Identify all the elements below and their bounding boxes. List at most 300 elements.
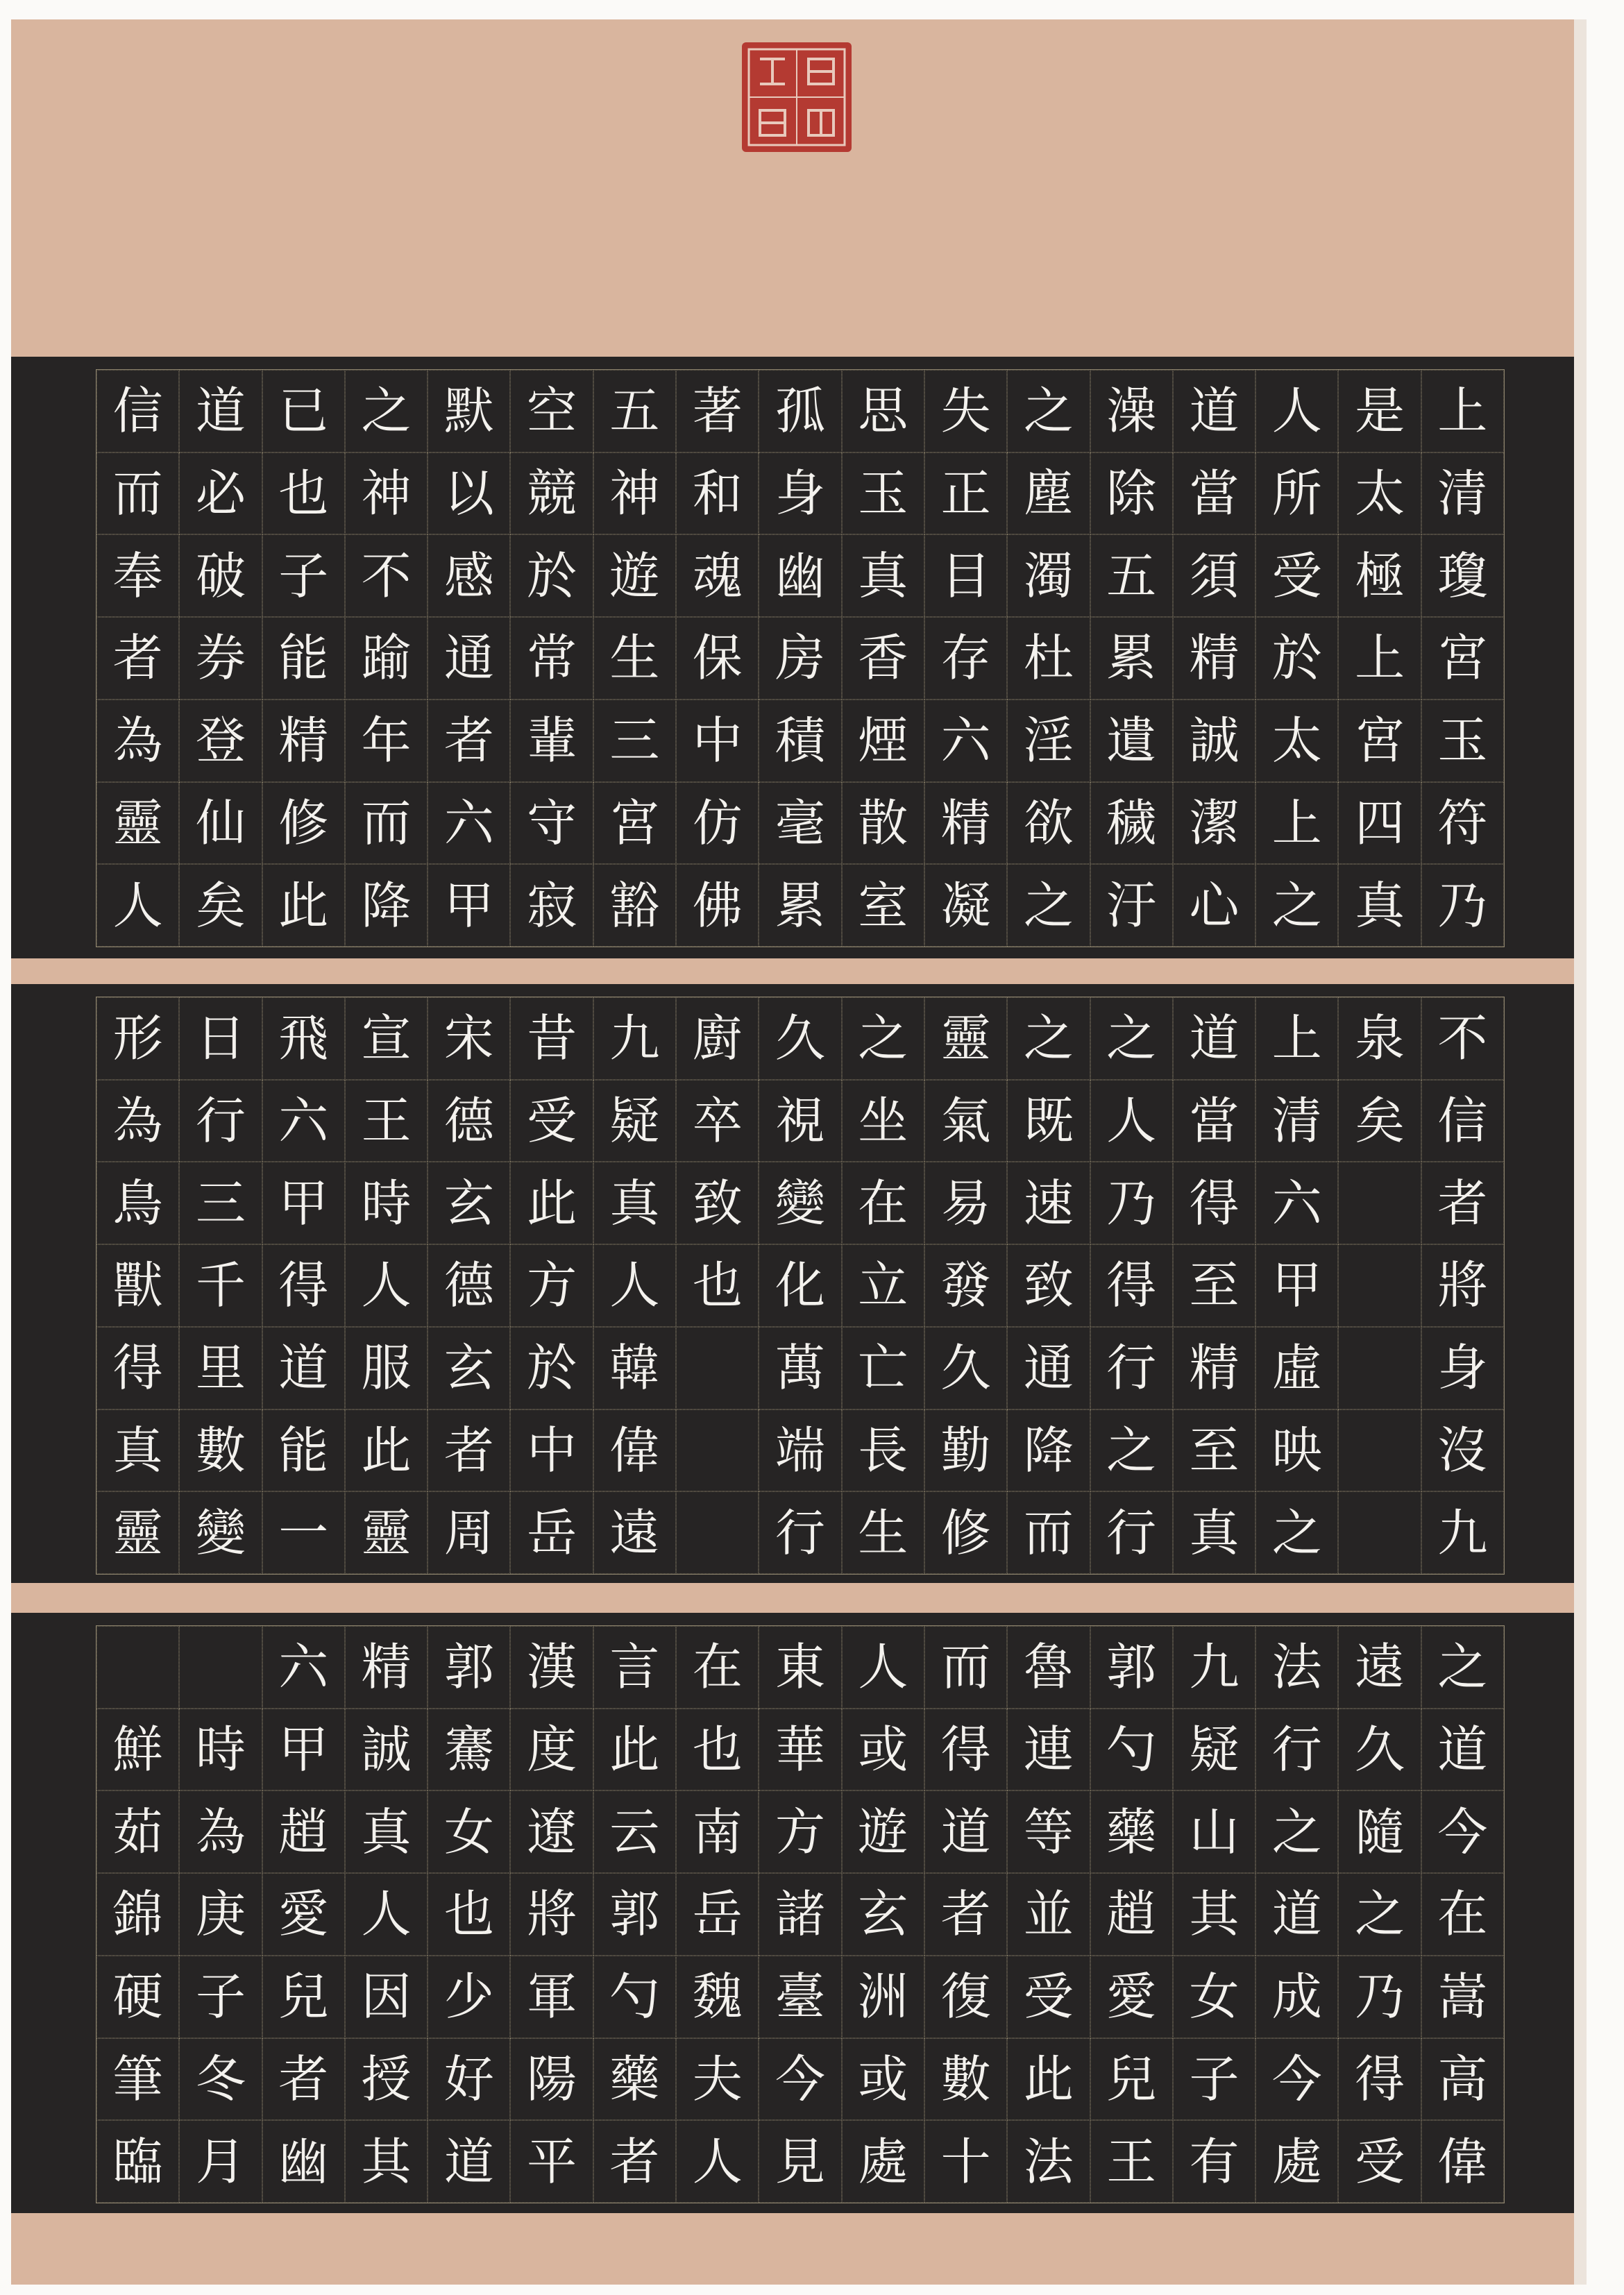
character-cell: 奉 [96,534,179,617]
character-cell: 心 [1173,864,1255,947]
character-cell: 至 [1173,1409,1255,1492]
character-cell: 魂 [676,534,759,617]
character-cell: 矣 [1338,1080,1421,1162]
character-cell: 精 [1173,617,1255,700]
character-cell: 此 [510,1162,593,1244]
character-cell: 和 [676,452,759,535]
character-cell: 佛 [676,864,759,947]
character-cell: 鮮 [96,1709,179,1791]
character-cell [1338,1327,1421,1409]
character-cell: 魯 [1007,1626,1090,1709]
character-cell: 也 [262,452,345,535]
character-cell: 此 [1007,2038,1090,2121]
character-cell: 韓 [593,1327,676,1409]
character-cell: 能 [262,1409,345,1492]
character-cell: 身 [759,452,841,535]
character-cell: 毫 [759,782,841,865]
character-cell: 連 [1007,1709,1090,1791]
character-cell: 得 [1173,1162,1255,1244]
character-cell: 真 [842,534,924,617]
character-cell: 道 [262,1327,345,1409]
character-cell: 變 [759,1162,841,1244]
character-cell: 必 [179,452,262,535]
character-cell: 失 [924,370,1007,452]
character-cell: 不 [345,534,428,617]
character-cell: 趙 [1090,1873,1173,1956]
character-cell: 數 [179,1409,262,1492]
character-cell: 清 [1255,1080,1338,1162]
character-cell: 而 [924,1626,1007,1709]
paper-edge [1574,19,1587,2285]
character-cell: 遺 [1090,700,1173,782]
character-cell: 處 [1255,2120,1338,2203]
character-cell: 思 [842,370,924,452]
character-cell: 著 [676,370,759,452]
character-cell: 月 [179,2120,262,2203]
character-cell: 仿 [676,782,759,865]
character-cell: 太 [1338,452,1421,535]
character-cell: 者 [924,1873,1007,1956]
character-cell: 之 [842,997,924,1080]
character-cell: 為 [96,1080,179,1162]
character-cell: 王 [345,1080,428,1162]
character-cell: 宮 [1421,617,1504,700]
character-cell: 競 [510,452,593,535]
character-cell: 降 [1007,1409,1090,1492]
character-cell: 通 [1007,1327,1090,1409]
character-cell: 房 [759,617,841,700]
character-cell: 之 [1007,997,1090,1080]
character-cell: 長 [842,1409,924,1492]
character-cell: 室 [842,864,924,947]
character-cell: 也 [676,1244,759,1327]
character-cell: 勺 [593,1956,676,2038]
character-cell: 臺 [759,1956,841,2038]
character-cell: 也 [676,1709,759,1791]
character-cell: 郭 [593,1873,676,1956]
character-cell: 里 [179,1327,262,1409]
character-cell: 已 [262,370,345,452]
character-cell: 六 [262,1080,345,1162]
character-cell: 五 [593,370,676,452]
character-cell: 洲 [842,1956,924,2038]
character-cell [676,1409,759,1492]
character-cell: 授 [345,2038,428,2121]
character-cell: 陽 [510,2038,593,2121]
character-cell: 千 [179,1244,262,1327]
character-cell: 四 [1338,782,1421,865]
character-cell: 沒 [1421,1409,1504,1492]
character-cell: 疑 [593,1080,676,1162]
character-cell: 昔 [510,997,593,1080]
character-cell: 信 [96,370,179,452]
character-cell: 乃 [1421,864,1504,947]
character-cell: 凝 [924,864,1007,947]
character-cell: 宮 [1338,700,1421,782]
character-cell: 目 [924,534,1007,617]
character-cell: 靈 [345,1491,428,1574]
character-cell: 萬 [759,1327,841,1409]
character-cell: 德 [428,1080,510,1162]
character-cell: 遼 [510,1790,593,1873]
character-cell: 等 [1007,1790,1090,1873]
character-cell: 受 [1007,1956,1090,2038]
character-cell: 五 [1090,534,1173,617]
character-cell: 幽 [262,2120,345,2203]
character-cell: 精 [924,782,1007,865]
character-cell: 道 [1173,997,1255,1080]
character-cell: 甲 [428,864,510,947]
character-cell: 有 [1173,2120,1255,2203]
character-cell: 鳥 [96,1162,179,1244]
character-cell [179,1626,262,1709]
character-cell: 積 [759,700,841,782]
character-cell: 今 [1255,2038,1338,2121]
character-cell: 愛 [262,1873,345,1956]
character-cell: 以 [428,452,510,535]
character-cell: 其 [345,2120,428,2203]
character-cell: 偉 [593,1409,676,1492]
character-cell: 存 [924,617,1007,700]
character-cell [676,1327,759,1409]
character-cell: 高 [1421,2038,1504,2121]
character-cell [1338,1162,1421,1244]
character-cell: 女 [1173,1956,1255,2038]
character-cell: 平 [510,2120,593,2203]
character-cell: 偉 [1421,2120,1504,2203]
character-cell: 受 [1255,534,1338,617]
character-cell: 玉 [1421,700,1504,782]
character-cell: 累 [1090,617,1173,700]
character-cell: 速 [1007,1162,1090,1244]
character-cell: 之 [1338,1873,1421,1956]
character-cell: 周 [428,1491,510,1574]
character-cell: 常 [510,617,593,700]
character-cell: 當 [1173,452,1255,535]
character-cell: 之 [1421,1626,1504,1709]
character-cell: 乃 [1090,1162,1173,1244]
character-cell: 感 [428,534,510,617]
character-cell: 遊 [842,1790,924,1873]
character-cell: 降 [345,864,428,947]
character-cell: 精 [262,700,345,782]
character-cell: 在 [1421,1873,1504,1956]
character-cell: 中 [676,700,759,782]
character-cell: 得 [96,1327,179,1409]
character-cell: 易 [924,1162,1007,1244]
character-cell: 真 [1173,1491,1255,1574]
character-cell: 廚 [676,997,759,1080]
character-cell: 默 [428,370,510,452]
character-cell: 化 [759,1244,841,1327]
character-cell: 能 [262,617,345,700]
character-cell: 所 [1255,452,1338,535]
character-cell: 者 [428,700,510,782]
character-cell: 日 [179,997,262,1080]
character-cell: 券 [179,617,262,700]
character-cell: 守 [510,782,593,865]
character-cell: 玄 [428,1327,510,1409]
character-cell: 此 [593,1709,676,1791]
character-cell: 身 [1421,1327,1504,1409]
character-cell: 勤 [924,1409,1007,1492]
character-cell: 隨 [1338,1790,1421,1873]
character-cell: 臨 [96,2120,179,2203]
character-cell: 道 [179,370,262,452]
character-cell [1338,1491,1421,1574]
character-cell: 生 [593,617,676,700]
character-cell: 發 [924,1244,1007,1327]
character-cell: 虛 [1255,1327,1338,1409]
character-cell: 誠 [345,1709,428,1791]
character-cell: 正 [924,452,1007,535]
character-cell: 或 [842,1709,924,1791]
character-cell: 靈 [96,782,179,865]
character-cell: 軍 [510,1956,593,2038]
character-cell: 汙 [1090,864,1173,947]
character-cell: 十 [924,2120,1007,2203]
character-cell [1338,1244,1421,1327]
character-cell: 久 [1338,1709,1421,1791]
character-cell: 矣 [179,864,262,947]
character-cell: 於 [510,534,593,617]
character-cell: 遊 [593,534,676,617]
character-cell: 修 [262,782,345,865]
character-cell: 人 [345,1873,428,1956]
character-cell: 既 [1007,1080,1090,1162]
character-cell: 當 [1173,1080,1255,1162]
character-cell: 豁 [593,864,676,947]
character-cell: 澡 [1090,370,1173,452]
character-cell: 得 [1090,1244,1173,1327]
text-panel-3 [11,1613,1574,2213]
character-cell: 因 [345,1956,428,2038]
character-cell: 坐 [842,1080,924,1162]
character-cell: 為 [96,700,179,782]
character-cell: 宣 [345,997,428,1080]
character-cell: 信 [1421,1080,1504,1162]
character-cell: 時 [179,1709,262,1791]
character-cell: 誠 [1173,700,1255,782]
character-cell: 靈 [924,997,1007,1080]
character-cell: 錦 [96,1873,179,1956]
character-cell: 踰 [345,617,428,700]
character-cell: 道 [428,2120,510,2203]
character-cell: 筆 [96,2038,179,2121]
character-cell: 其 [1173,1873,1255,1956]
character-cell: 符 [1421,782,1504,865]
character-cell: 破 [179,534,262,617]
character-cell: 方 [510,1244,593,1327]
character-cell: 致 [676,1162,759,1244]
character-cell: 形 [96,997,179,1080]
character-cell: 亡 [842,1327,924,1409]
character-cell: 卒 [676,1080,759,1162]
character-cell: 道 [1255,1873,1338,1956]
character-cell: 欲 [1007,782,1090,865]
character-cell: 言 [593,1626,676,1709]
character-cell: 子 [1173,2038,1255,2121]
character-cell: 空 [510,370,593,452]
character-cell: 杜 [1007,617,1090,700]
character-cell: 之 [1007,370,1090,452]
character-cell [1338,1409,1421,1492]
character-cell: 六 [1255,1162,1338,1244]
character-cell: 受 [1338,2120,1421,2203]
character-cell: 真 [593,1162,676,1244]
character-cell: 累 [759,864,841,947]
character-cell: 兒 [1090,2038,1173,2121]
character-cell: 騫 [428,1709,510,1791]
character-cell: 岳 [510,1491,593,1574]
character-cell: 行 [179,1080,262,1162]
character-cell: 變 [179,1491,262,1574]
character-cell: 除 [1090,452,1173,535]
character-cell: 保 [676,617,759,700]
character-cell: 東 [759,1626,841,1709]
character-cell: 處 [842,2120,924,2203]
character-cell: 度 [510,1709,593,1791]
character-cell: 郭 [1090,1626,1173,1709]
character-cell: 人 [1090,1080,1173,1162]
character-cell: 見 [759,2120,841,2203]
character-cell: 趙 [262,1790,345,1873]
character-cell: 並 [1007,1873,1090,1956]
character-cell: 上 [1255,997,1338,1080]
character-cell: 人 [842,1626,924,1709]
character-cell: 法 [1007,2120,1090,2203]
character-cell: 是 [1338,370,1421,452]
character-cell: 法 [1255,1626,1338,1709]
character-cell: 穢 [1090,782,1173,865]
character-cell: 孤 [759,370,841,452]
character-cell: 靈 [96,1491,179,1574]
character-cell: 而 [96,452,179,535]
character-cell: 者 [428,1409,510,1492]
character-cell: 在 [676,1626,759,1709]
character-cell [676,1491,759,1574]
character-cell: 而 [345,782,428,865]
character-cell: 須 [1173,534,1255,617]
character-cell: 而 [1007,1491,1090,1574]
character-cell: 方 [759,1790,841,1873]
character-cell: 行 [1090,1327,1173,1409]
character-cell: 者 [262,2038,345,2121]
character-cell: 之 [1090,997,1173,1080]
character-cell: 九 [1173,1626,1255,1709]
character-cell: 得 [1338,2038,1421,2121]
character-cell: 登 [179,700,262,782]
character-cell: 六 [924,700,1007,782]
character-cell: 遠 [593,1491,676,1574]
character-cell: 王 [1090,2120,1173,2203]
character-cell: 乃 [1338,1956,1421,2038]
character-cell: 今 [1421,1790,1504,1873]
character-cell: 或 [842,2038,924,2121]
character-cell: 道 [924,1790,1007,1873]
character-cell: 復 [924,1956,1007,2038]
character-cell: 不 [1421,997,1504,1080]
character-cell: 勺 [1090,1709,1173,1791]
character-cell: 行 [1255,1709,1338,1791]
character-cell: 久 [924,1327,1007,1409]
character-cell: 岳 [676,1873,759,1956]
character-cell: 三 [593,700,676,782]
character-cell: 南 [676,1790,759,1873]
character-grid [96,997,1505,1575]
character-cell: 華 [759,1709,841,1791]
character-cell: 甲 [262,1709,345,1791]
character-cell: 真 [1338,864,1421,947]
character-cell: 塵 [1007,452,1090,535]
character-cell: 映 [1255,1409,1338,1492]
character-cell: 硬 [96,1956,179,2038]
character-cell: 人 [96,864,179,947]
character-cell: 好 [428,2038,510,2121]
character-cell: 成 [1255,1956,1338,2038]
text-panel-2 [11,984,1574,1583]
character-grid [96,1625,1505,2203]
character-cell: 子 [262,534,345,617]
character-cell: 將 [510,1873,593,1956]
character-cell: 六 [262,1626,345,1709]
character-cell: 玉 [842,452,924,535]
character-cell: 太 [1255,700,1338,782]
character-cell: 上 [1421,370,1504,452]
character-cell: 人 [676,2120,759,2203]
character-cell: 一 [262,1491,345,1574]
character-cell: 受 [510,1080,593,1162]
character-cell: 宮 [593,782,676,865]
character-cell: 香 [842,617,924,700]
seal-stamp [738,38,856,156]
character-cell: 九 [593,997,676,1080]
character-cell: 者 [593,2120,676,2203]
character-cell: 瓊 [1421,534,1504,617]
character-cell: 德 [428,1244,510,1327]
character-cell: 飛 [262,997,345,1080]
character-cell: 濁 [1007,534,1090,617]
character-cell: 修 [924,1491,1007,1574]
character-cell: 煙 [842,700,924,782]
character-cell: 神 [345,452,428,535]
character-cell: 藥 [593,2038,676,2121]
character-cell: 魏 [676,1956,759,2038]
character-cell: 愛 [1090,1956,1173,2038]
character-cell: 宋 [428,997,510,1080]
character-cell: 將 [1421,1244,1504,1327]
character-cell: 淫 [1007,700,1090,782]
character-cell: 遠 [1338,1626,1421,1709]
character-cell: 郭 [428,1626,510,1709]
character-cell: 得 [924,1709,1007,1791]
character-cell: 漢 [510,1626,593,1709]
character-cell: 真 [345,1790,428,1873]
character-cell: 端 [759,1409,841,1492]
character-cell: 潔 [1173,782,1255,865]
character-cell: 幽 [759,534,841,617]
character-cell: 冬 [179,2038,262,2121]
character-cell: 通 [428,617,510,700]
character-cell: 久 [759,997,841,1080]
character-cell: 氣 [924,1080,1007,1162]
character-cell: 甲 [262,1162,345,1244]
character-cell: 山 [1173,1790,1255,1873]
character-cell: 九 [1421,1491,1504,1574]
character-cell: 少 [428,1956,510,2038]
character-cell: 之 [345,370,428,452]
character-cell: 散 [842,782,924,865]
